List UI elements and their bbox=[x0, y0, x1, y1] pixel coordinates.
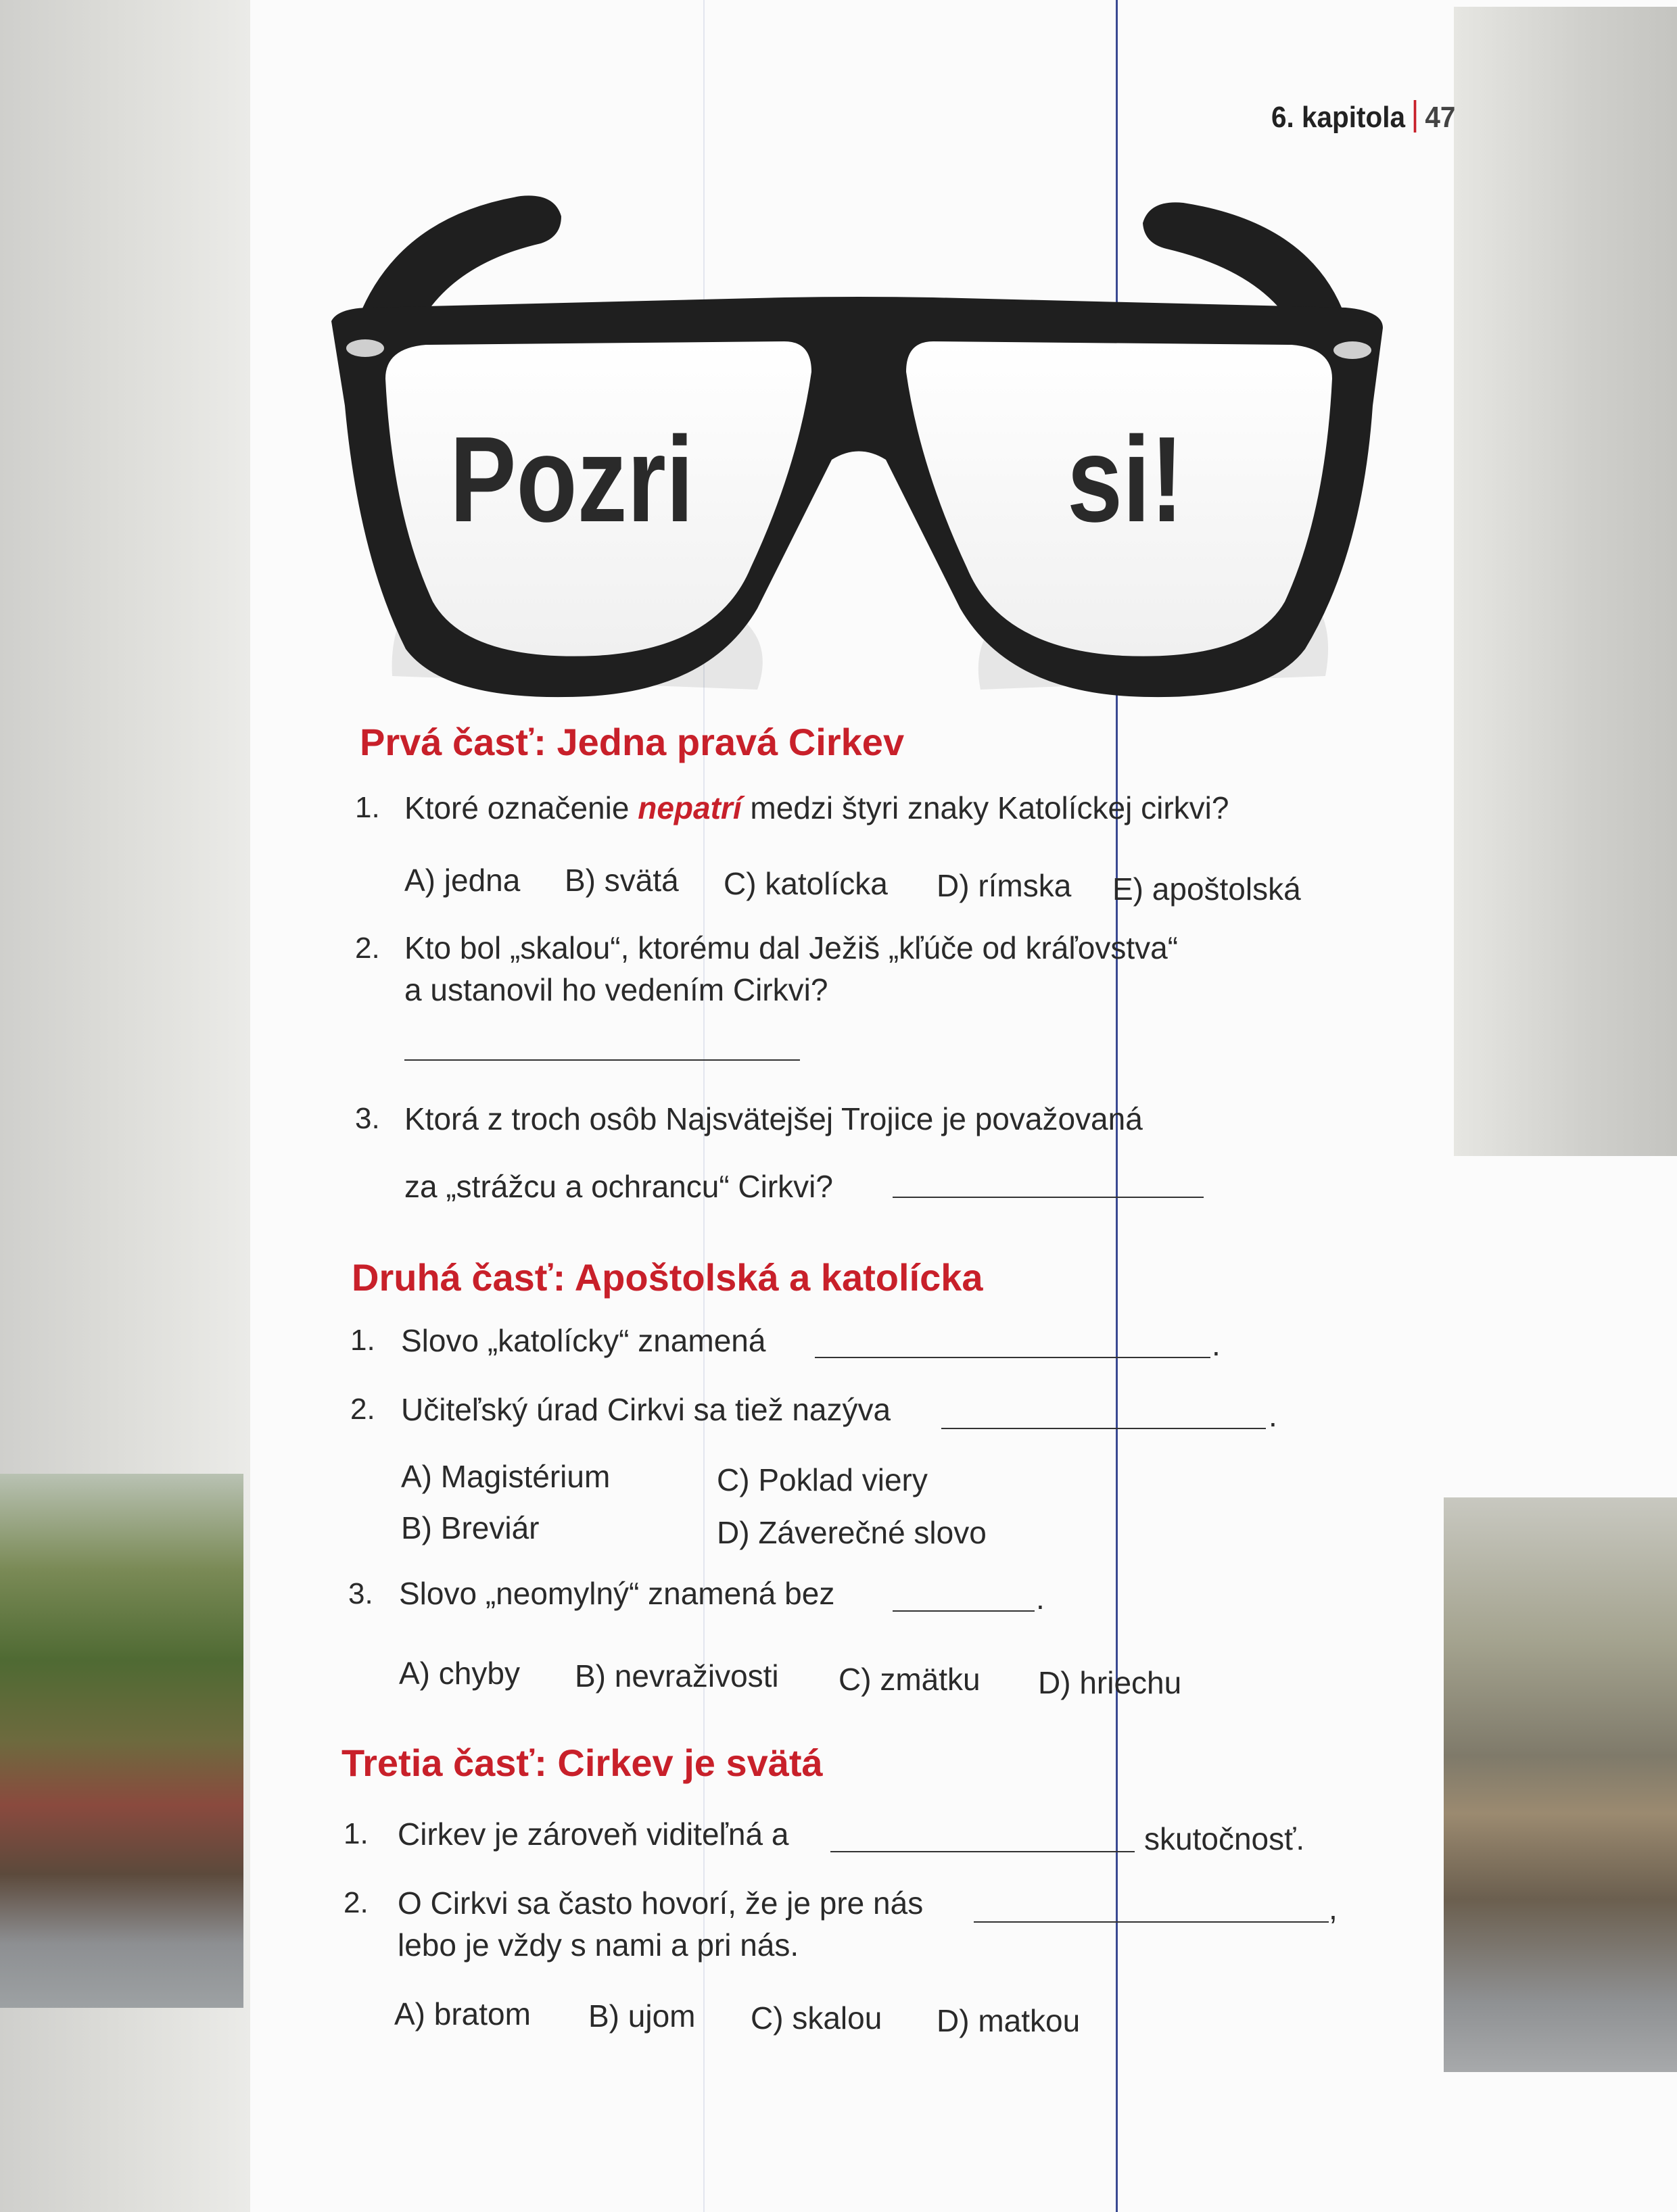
title-word-pozri: Pozri bbox=[450, 412, 694, 548]
background-right-band bbox=[1454, 7, 1677, 1156]
answer-choice[interactable]: B) nevraživosti bbox=[575, 1658, 779, 1693]
glasses-rivet-left bbox=[346, 339, 384, 357]
question-text: Učiteľský úrad Cirkvi sa tiež nazýva bbox=[401, 1392, 891, 1427]
page-number: 47 bbox=[1425, 101, 1456, 134]
answer-choice[interactable]: C) skalou bbox=[751, 2000, 882, 2036]
sentence-end-word: skutočnosť. bbox=[1144, 1821, 1305, 1856]
question-number: 2. bbox=[355, 932, 380, 965]
section-title-3: Tretia časť: Cirkev je svätá bbox=[341, 1741, 823, 1784]
answer-choice[interactable]: D) matkou bbox=[937, 2003, 1081, 2038]
answer-blank[interactable] bbox=[893, 1610, 1035, 1612]
answer-blank[interactable] bbox=[830, 1851, 1135, 1852]
question-text bbox=[404, 790, 1229, 826]
question-text-part: medzi štyri znaky Katolíckej cirkvi? bbox=[741, 790, 1229, 825]
answer-blank[interactable] bbox=[974, 1921, 1329, 1923]
answer-choice[interactable]: C) Poklad viery bbox=[717, 1462, 928, 1497]
chapter-header bbox=[1271, 100, 1455, 135]
answer-choice[interactable]: B) ujom bbox=[588, 1998, 696, 2034]
sentence-end: . bbox=[1269, 1398, 1277, 1433]
chapter-label: 6. kapitola bbox=[1271, 101, 1405, 134]
question-number: 1. bbox=[344, 1817, 369, 1850]
emphasis-word: nepatrí bbox=[638, 790, 742, 825]
answer-choice[interactable]: A) chyby bbox=[399, 1656, 520, 1691]
answer-choice[interactable]: B) svätá bbox=[565, 863, 679, 898]
question-number: 3. bbox=[355, 1102, 380, 1135]
question-number: 1. bbox=[350, 1324, 375, 1357]
question-text: O Cirkvi sa často hovorí, že je pre nás bbox=[398, 1885, 924, 1921]
answer-blank[interactable] bbox=[941, 1428, 1266, 1429]
answer-choice[interactable]: D) hriechu bbox=[1038, 1665, 1182, 1700]
title-word-si: si! bbox=[1067, 412, 1184, 548]
answer-blank[interactable] bbox=[815, 1357, 1210, 1358]
answer-blank[interactable] bbox=[893, 1197, 1204, 1198]
answer-blank[interactable] bbox=[404, 1059, 800, 1061]
sentence-end: , bbox=[1329, 1891, 1338, 1926]
question-text: a ustanovil ho vedením Cirkvi? bbox=[404, 972, 828, 1007]
background-photo-right bbox=[1444, 1497, 1677, 2072]
answer-choice[interactable]: E) apoštolská bbox=[1112, 871, 1301, 907]
answer-choice[interactable]: C) zmätku bbox=[839, 1662, 981, 1697]
sentence-end: . bbox=[1036, 1581, 1045, 1616]
question-text: za „strážcu a ochrancu“ Cirkvi? bbox=[404, 1169, 833, 1204]
question-number: 1. bbox=[355, 791, 380, 824]
header-divider bbox=[1414, 100, 1417, 133]
answer-choice[interactable]: A) bratom bbox=[394, 1996, 531, 2031]
answer-choice[interactable]: D) Záverečné slovo bbox=[717, 1515, 987, 1550]
question-number: 3. bbox=[348, 1577, 373, 1610]
answer-choice[interactable]: A) Magistérium bbox=[401, 1459, 611, 1494]
question-text: lebo je vždy s nami a pri nás. bbox=[398, 1927, 799, 1963]
question-text: Ktorá z troch osôb Najsvätejšej Trojice je považovaná bbox=[404, 1101, 1143, 1136]
question-text: Cirkev je zároveň viditeľná a bbox=[398, 1817, 789, 1852]
question-text: Slovo „neomylný“ znamená bez bbox=[399, 1576, 835, 1611]
answer-choice[interactable]: D) rímska bbox=[937, 868, 1072, 903]
question-text: Slovo „katolícky“ znamená bbox=[401, 1323, 766, 1358]
answer-choice[interactable]: B) Breviár bbox=[401, 1510, 540, 1545]
question-text-part: Ktoré označenie bbox=[404, 790, 638, 825]
background-photo-left bbox=[0, 1474, 243, 2008]
answer-choice[interactable]: A) jedna bbox=[404, 863, 521, 898]
section-title-1: Prvá časť: Jedna pravá Cirkev bbox=[360, 721, 905, 763]
question-number: 2. bbox=[350, 1393, 375, 1426]
answer-choice[interactable]: C) katolícka bbox=[724, 866, 888, 901]
glasses-rivet-right bbox=[1333, 341, 1371, 359]
question-number: 2. bbox=[344, 1886, 369, 1919]
section-title-2: Druhá časť: Apoštolská a katolícka bbox=[352, 1256, 983, 1299]
sentence-end: . bbox=[1212, 1327, 1221, 1362]
question-text: Kto bol „skalou“, ktorému dal Ježiš „kľúče od kráľovstva“ bbox=[404, 930, 1179, 965]
